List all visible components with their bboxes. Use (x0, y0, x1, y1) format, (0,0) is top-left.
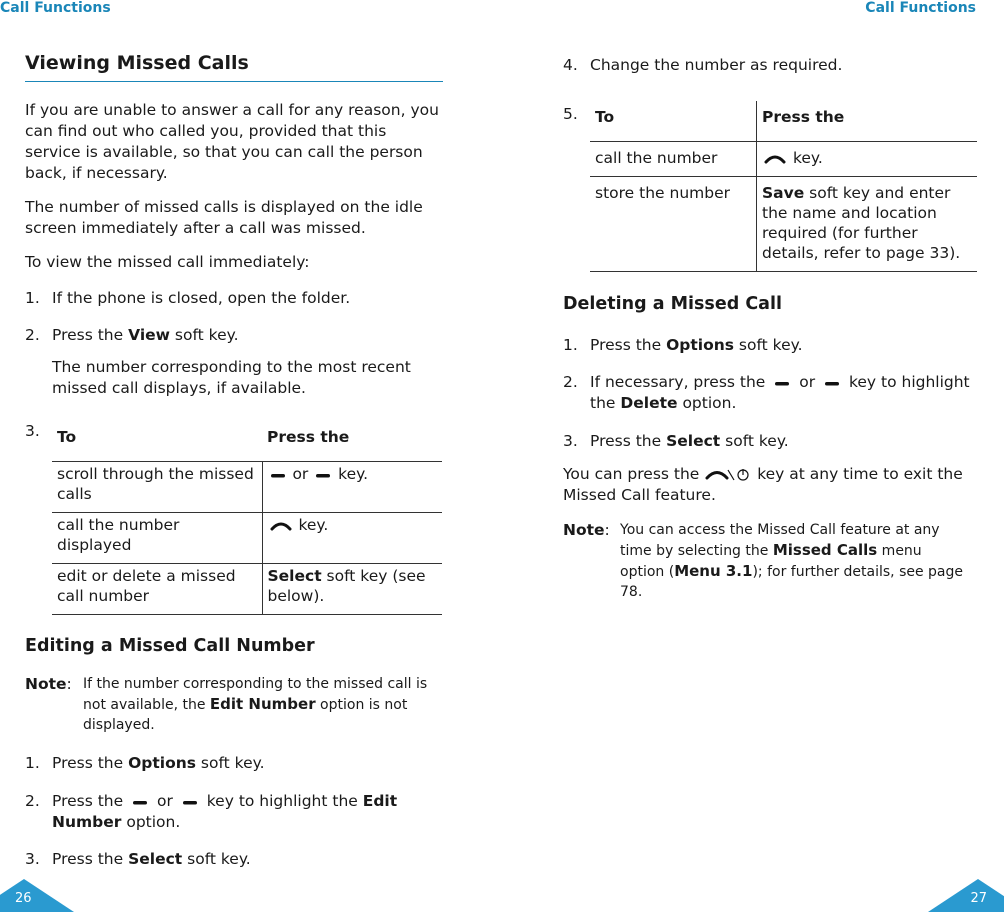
step-number: 1. (25, 754, 40, 772)
up-key-icon (128, 797, 152, 807)
step-text: Change the number as required. (590, 56, 843, 74)
section-deleting-title: Deleting a Missed Call (563, 294, 782, 314)
edit-step-3 (25, 849, 251, 870)
table-row (590, 142, 977, 177)
table-cell-to: call the number (590, 142, 757, 177)
table-cell-press: or key. (262, 462, 442, 513)
delete-step-1 (563, 335, 803, 356)
page-number-right: 27 (970, 891, 987, 906)
table-row (52, 513, 442, 564)
table-row (590, 177, 977, 272)
send-key-icon (268, 520, 294, 532)
delete-step-2 (563, 372, 970, 412)
step-number: 2. (563, 373, 578, 391)
missed-calls-key-table (52, 421, 442, 615)
delete-step-3 (563, 431, 789, 452)
step-text: Press the Options soft key. (590, 336, 803, 354)
intro-paragraph: If you are unable to answer a call for any reason, you can find out who called you, provided that this service is available, so that you can call the person back, if necessary. (25, 101, 439, 182)
page-number-tab-right (928, 879, 1004, 912)
send-key-icon (762, 153, 788, 165)
column-header-to: To (52, 421, 262, 462)
column-header-to: To (590, 101, 757, 142)
table-cell-press: Save soft key and enter the name and location required (for further details, refer to page 33). (757, 177, 978, 272)
header-left: Call Functions (0, 0, 111, 16)
table-row (52, 564, 442, 615)
step-number: 1. (25, 289, 40, 307)
step-number: 2. (25, 792, 40, 810)
edit-step-1 (25, 753, 265, 774)
edit-step-2 (25, 791, 398, 831)
table-cell-press: Select soft key (see below). (262, 564, 442, 615)
header-right: Call Functions (865, 0, 976, 16)
step-text: Press the or key to highlight the Edit Number option. (52, 792, 398, 831)
step-text: If the phone is closed, open the folder. (52, 289, 351, 307)
step-2-detail: The number corresponding to the most recent missed call displays, if available. (52, 358, 411, 397)
view-paragraph: To view the missed call immediately: (25, 253, 310, 271)
step-text: Press the Select soft key. (590, 432, 789, 450)
step-1 (25, 288, 351, 309)
idle-paragraph: The number of missed calls is displayed on the idle screen immediately after a call was missed. (25, 198, 423, 237)
table-cell-to: edit or delete a missed call number (52, 564, 262, 615)
step-number: 2. (25, 326, 40, 344)
step-text: If necessary, press the or key to highlight the Delete option. (590, 373, 970, 412)
page-number-left: 26 (15, 891, 32, 906)
page-title: Viewing Missed Calls (25, 52, 249, 74)
down-key-icon (178, 797, 202, 807)
section-editing-title: Editing a Missed Call Number (25, 636, 315, 656)
step-number: 3. (25, 850, 40, 868)
step-5-number: 5. (563, 105, 578, 123)
table-cell-to: call the number displayed (52, 513, 262, 564)
step-number: 3. (563, 432, 578, 450)
step-number: 4. (563, 56, 578, 74)
step-text: Press the View soft key. (52, 326, 239, 344)
table-cell-to: store the number (590, 177, 757, 272)
table-cell-press: key. (262, 513, 442, 564)
column-header-press: Press the (757, 101, 978, 142)
end-power-key-icon (704, 467, 752, 483)
step-3-number: 3. (25, 422, 40, 440)
title-rule (25, 81, 443, 82)
step-2 (25, 325, 239, 346)
step-number: 1. (563, 336, 578, 354)
step-4 (563, 55, 843, 76)
up-key-icon (268, 470, 288, 480)
column-header-press: Press the (262, 421, 442, 462)
table-header-row (52, 421, 442, 462)
step-text: Press the Select soft key. (52, 850, 251, 868)
table-cell-press: key. (757, 142, 978, 177)
up-key-icon (770, 378, 794, 388)
table-row (52, 462, 442, 513)
page-number-tab-left (0, 879, 74, 912)
down-key-icon (820, 378, 844, 388)
exit-paragraph: You can press the key at any time to exit the Missed Call feature. (563, 465, 963, 504)
down-key-icon (313, 470, 333, 480)
missed-call-options-table (590, 101, 977, 272)
table-cell-to: scroll through the missed calls (52, 462, 262, 513)
table-header-row (590, 101, 977, 142)
step-text: Press the Options soft key. (52, 754, 265, 772)
